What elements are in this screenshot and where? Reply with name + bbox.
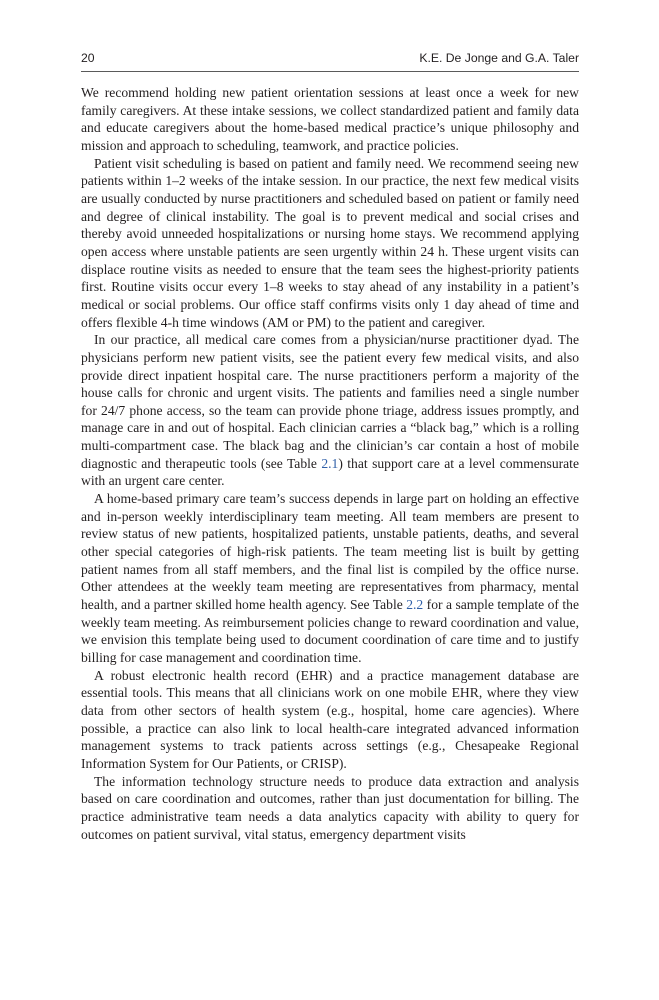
book-page <box>81 50 579 843</box>
table-2-2-link[interactable]: 2.2 <box>406 597 424 613</box>
paragraph-team-meeting <box>81 490 579 667</box>
running-head <box>81 50 579 72</box>
paragraph-ehr: A robust electronic health record (EHR) and a practice management database are essential tools. This means that all clinicians work on one mobile EHR, where they view data from other sectors of health system (e.g., hospital, home care agencies). Where possible, a practice can also link to local health-care integrated advanced information management systems to track patients across settings (e.g., Chesapeake Regional Information System for Our Patients, or CRISP). <box>81 667 579 771</box>
table-2-1-link[interactable]: 2.1 <box>321 455 339 471</box>
running-head-authors: K.E. De Jonge and G.A. Taler <box>419 51 579 65</box>
paragraph-care-dyad-text: In our practice, all medical care comes from a physician/nurse practitioner dyad. The physicians perform new patient visits, see the patient every few medical visits, and also provide direct inpatient hospital care. The nurse practitioners perform a majority of the house calls for chronic and urgent visits. The patients and families need a single number for 24/7 phone access, so the team can provide phone triage, address issues promptly, and manage care in and out of hospital. Each clinician carries a “black bag,” which is a rolling multi-compartment case. The black bag and the clinician’s car contain a host of mobile diagnostic and therapeutic tools (see Table <box>81 332 579 471</box>
paragraph-team-meeting-text-end: for a sample template of the weekly team meeting. As reimbursement policies change to reward coordination and value, we envision this template being used to document coordination of care time and to justify billing for case management and coordination time. <box>81 597 580 665</box>
paragraph-care-dyad <box>81 331 579 490</box>
body-text <box>81 84 579 843</box>
paragraph-visit-scheduling: Patient visit scheduling is based on patient and family need. We recommend seeing new patients within 1–2 weeks of the intake session. In our practice, the next few medical visits are usually conducted by nurse practitioners and scheduled based on patient or family need and degree of clinical instability. The goal is to prevent medical and social crises and thereby avoid unneeded hospitalizations or nursing home stays. We recommend applying open access where unstable patients are seen urgently within 24 h. These urgent visits can displace routine visits as needed to ensure that the team sees the highest-priority patients first. Routine visits occur every 1–8 weeks to stay ahead of any instability in a patient’s medical or social problems. Our office staff confirms visits only 1 day ahead of time and offers flexible 4-h time windows (AM or PM) to the patient and caregiver. <box>81 155 579 330</box>
paragraph-orientation-sessions: We recommend holding new patient orientation sessions at least once a week for new family caregivers. At these intake sessions, we collect standardized patient and family data and educate caregivers about the home-based medical practice’s unique philosophy and mission and approach to scheduling, teamwork, and practice policies. <box>81 85 579 153</box>
page-number: 20 <box>81 51 95 65</box>
paragraph-it-structure: The information technology structure needs to produce data extraction and analysis based on care coordination and outcomes, rather than just documentation for billing. The practice administrative team needs a data analytics capacity with ability to query for outcomes on patient survival, vital status, emergency department visits <box>81 773 579 842</box>
paragraph-care-dyad-text-end: ) that support care at a level commensurate with an urgent care center. <box>81 455 579 489</box>
paragraph-team-meeting-text: A home-based primary care team’s success depends in large part on holding an effective and in-person weekly interdisciplinary team meeting. All team members are present to review status of new patients, hospitalized patients, unstable patients, deaths, and several other special categories of high-risk patients. The team meeting list is built by getting patient names from all staff members, and the final list is compiled by the office nurse. Other attendees at the weekly team meeting are representatives from pharmacy, mental health, and a partner skilled home health agency. See Table <box>81 491 579 613</box>
